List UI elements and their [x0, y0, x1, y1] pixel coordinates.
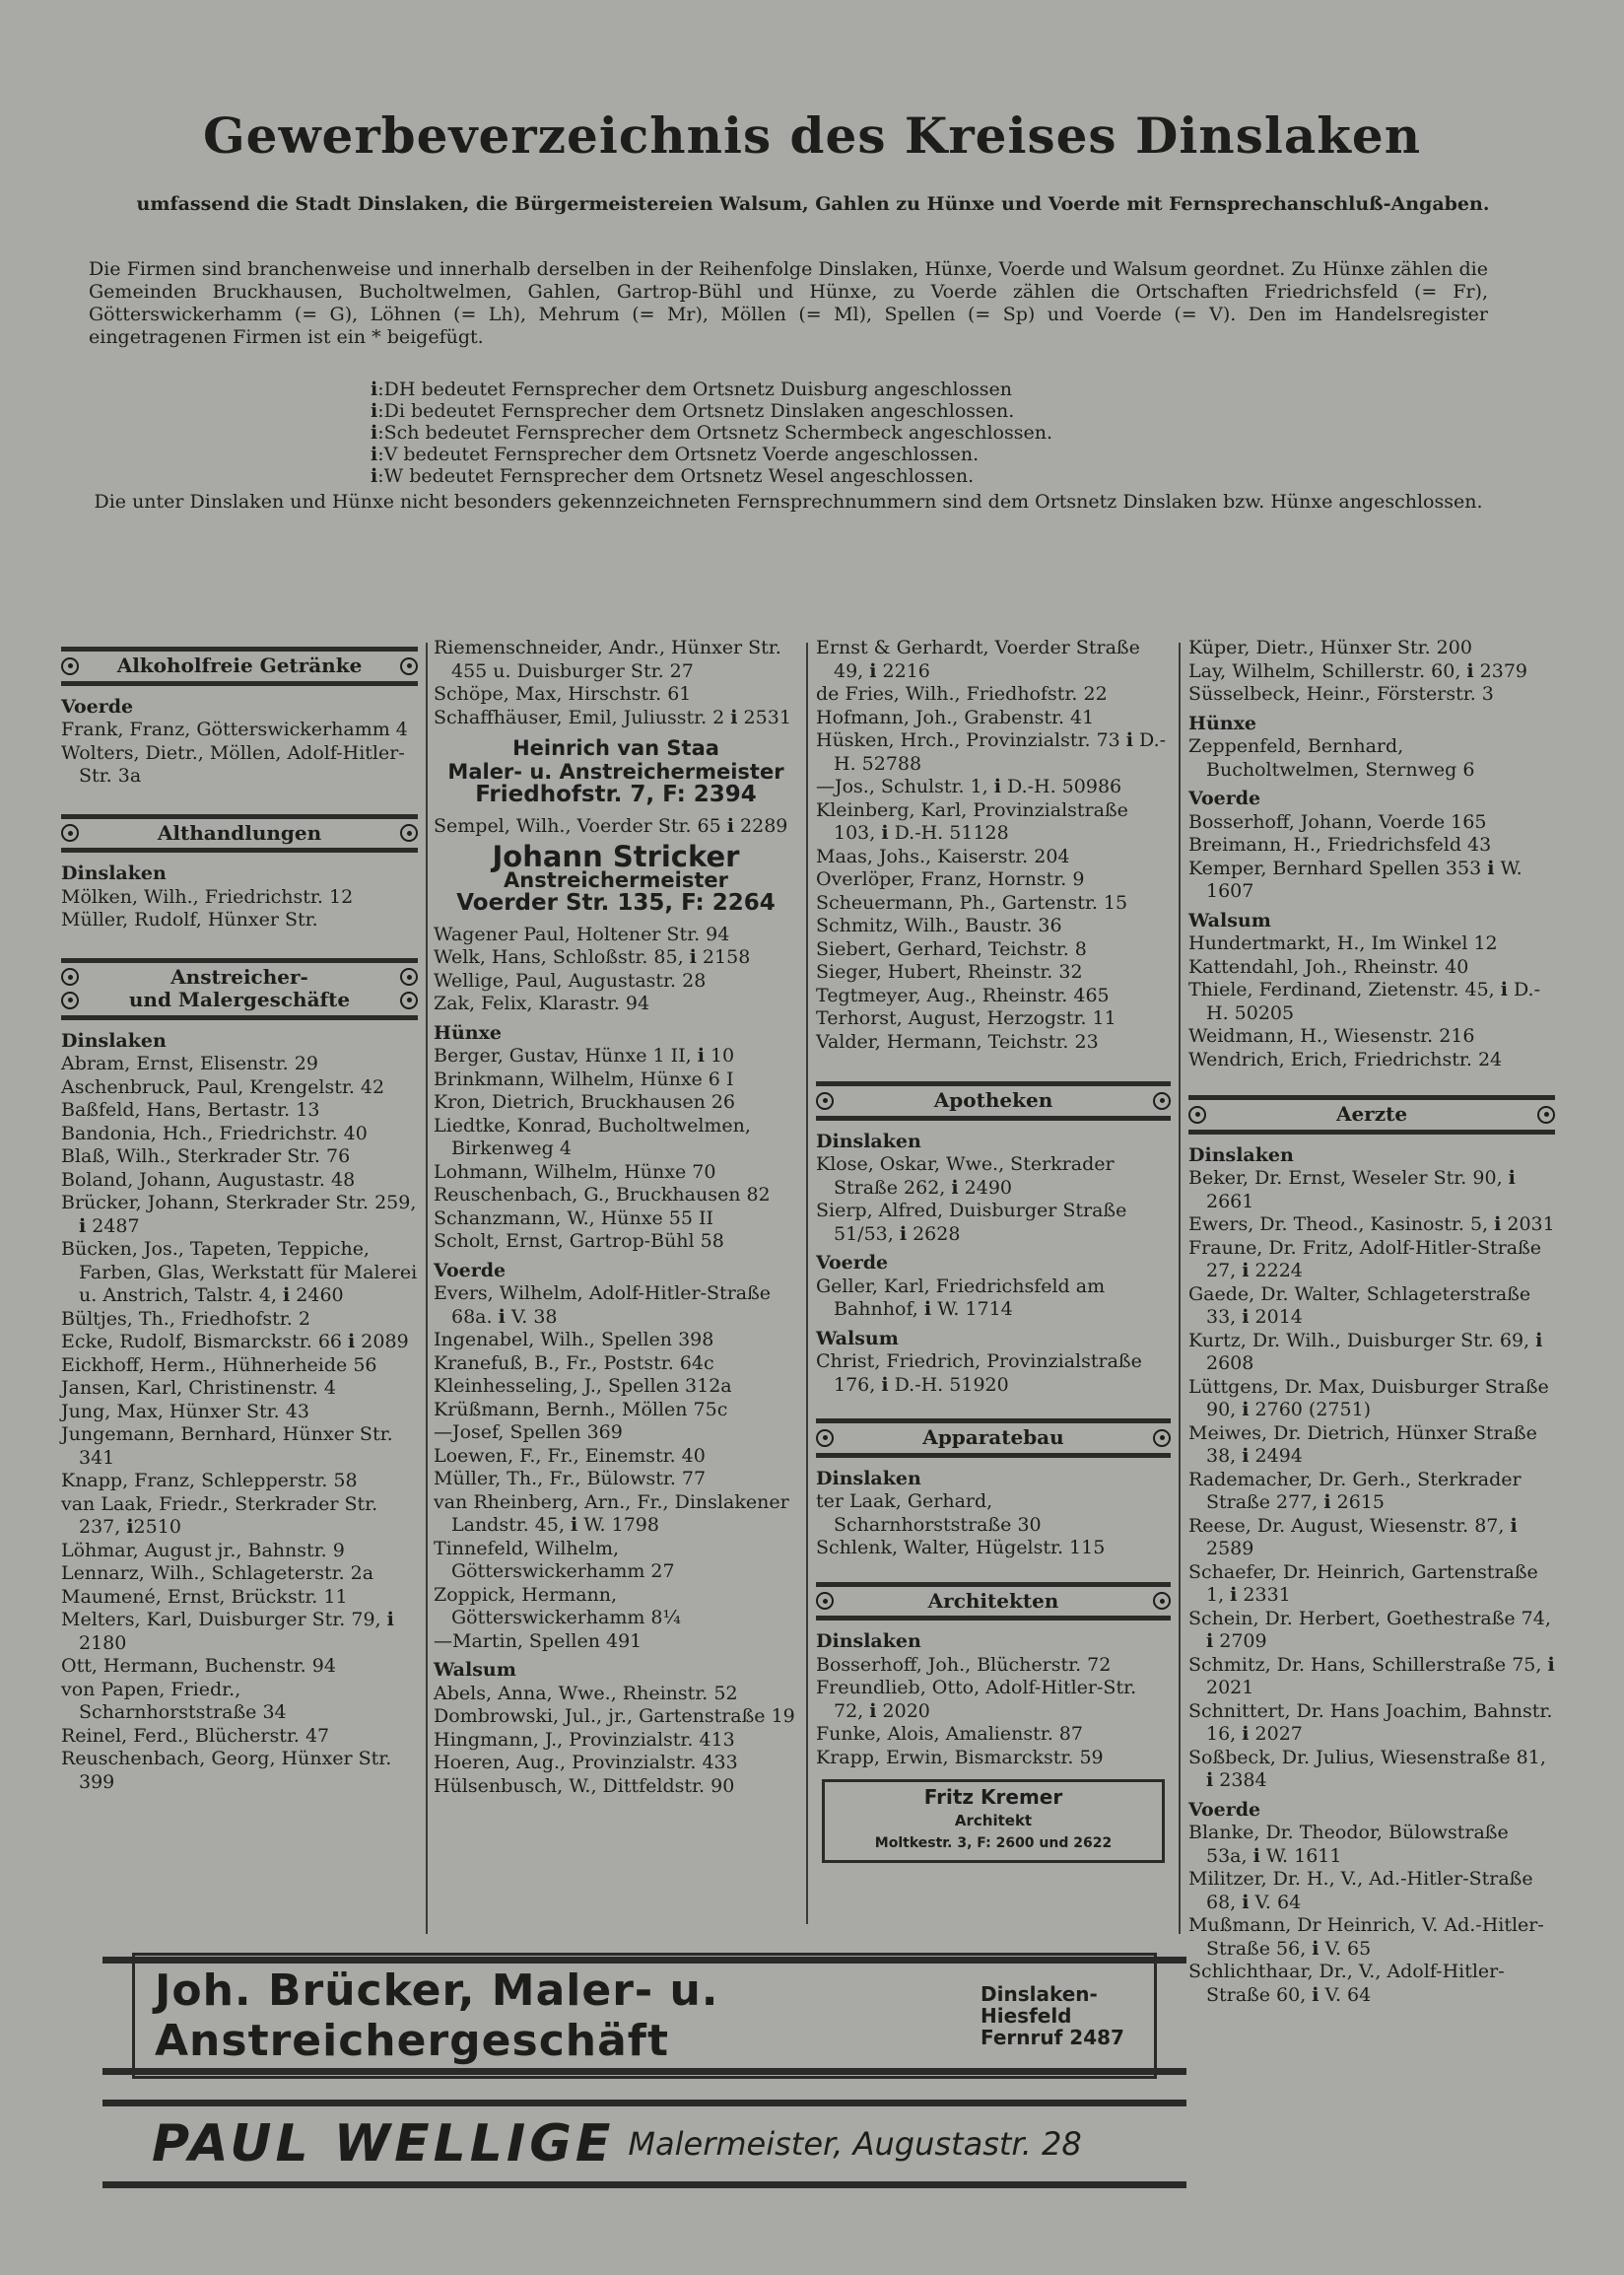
list-item: Scholt, Ernst, Gartrop-Bühl 58 [434, 1230, 724, 1252]
list-item: Breimann, H., Friedrichsfeld 43 [1188, 834, 1492, 856]
list-item: Zoppick, Hermann, Götterswickerhamm 8¼ [434, 1583, 681, 1628]
column-4 [1188, 637, 1555, 2007]
column-1 [61, 637, 418, 1794]
list-item: Freundlieb, Otto, Adolf-Hitler-Str. 72, ℹ 2020 [816, 1677, 1137, 1722]
list-item: Wellige, Paul, Augustastr. 28 [434, 969, 707, 992]
list-item: Frank, Franz, Götterswickerhamm 4 [61, 719, 408, 740]
list-item: Baßfeld, Hans, Bertastr. 13 [61, 1099, 320, 1121]
banner-name: PAUL WELLIGE [152, 2114, 615, 2173]
entry-list [434, 924, 798, 1016]
list-item: Wendrich, Erich, Friedrichstr. 24 [1188, 1048, 1503, 1070]
list-item: Schein, Dr. Herbert, Goethestraße 74, ℹ 2709 [1188, 1607, 1551, 1652]
intro-paragraph: Die Firmen sind branchenweise und innerhalb derselben in der Reihenfolge Dinslaken, Hünxe, Voerde und Walsum geordnet. Zu Hünxe zählen die Gemeinden Bruckhausen, Bucholtwelmen, Gahlen, Gartrop-Bühl und Hünxe, zu Voerde zählen die Ortschaften Friedrichsfeld (= Fr), Götterswickerhamm (= G), Löhnen (= Lh), Mehrum (= Mr), Möllen (= Ml), Spellen (= Sp) und Voerde (= V). Den im Handelsregister eingetragenen Firmen ist ein * beigefügt. [89, 258, 1488, 348]
list-item: Siebert, Gerhard, Teichstr. 8 [816, 937, 1087, 960]
list-item: Valder, Hermann, Teichstr. 23 [816, 1030, 1099, 1053]
outro-paragraph: Die unter Dinslaken und Hünxe nicht besonders gekennzeichneten Fernsprechnummern sind dem Ortsnetz Dinslaken bzw. Hünxe angeschlossen. [94, 491, 1483, 513]
location-heading: Dinslaken [816, 1630, 921, 1652]
circle-ornament-icon [1153, 1092, 1171, 1110]
list-item: —Jos., Schulstr. 1, ℹ D.-H. 50986 [816, 776, 1122, 797]
list-item: Ewers, Dr. Theod., Kasinostr. 5, ℹ 2031 [1188, 1213, 1555, 1235]
list-item: Blaß, Wilh., Sterkrader Str. 76 [61, 1145, 351, 1167]
entry-list [1188, 1167, 1555, 1793]
entry-list [1188, 1822, 1555, 2007]
entry-list [1188, 637, 1555, 707]
list-item: Liedtke, Konrad, Bucholtwelmen, Birkenweg 4 [434, 1114, 751, 1159]
entry-list [816, 1153, 1171, 1246]
list-item: Blanke, Dr. Theodor, Bülowstraße 53a, ℹ W. 1611 [1188, 1822, 1509, 1867]
list-item: van Rheinberg, Arn., Fr., Dinslakener Landstr. 45, ℹ W. 1798 [434, 1490, 789, 1536]
circle-ornament-icon [816, 1429, 834, 1447]
list-item: Berger, Gustav, Hünxe 1 II, ℹ 10 [434, 1045, 735, 1067]
list-item: Gaede, Dr. Walter, Schlageterstraße 33, ℹ 2014 [1188, 1282, 1531, 1328]
entry-list [434, 637, 798, 729]
list-item: Melters, Karl, Duisburger Str. 79, ℹ 2180 [61, 1609, 394, 1654]
location-heading: Walsum [434, 1659, 516, 1681]
category-header: Anstreicher- und Malergeschäfte [61, 958, 418, 1020]
entry-list [816, 1654, 1171, 1770]
list-item: Wagener Paul, Holtener Str. 94 [434, 923, 730, 945]
list-item: Hülsenbusch, W., Dittfeldstr. 90 [434, 1774, 735, 1797]
list-item: Kemper, Bernhard Spellen 353 ℹ W. 1607 [1188, 857, 1522, 902]
circle-ornament-icon [1153, 1592, 1171, 1610]
list-item: Zeppenfeld, Bernhard, Bucholtwelmen, Sternweg 6 [1188, 735, 1475, 781]
list-item: Terhorst, August, Herzogstr. 11 [816, 1007, 1116, 1029]
list-item: Bandonia, Hch., Friedrichstr. 40 [61, 1122, 368, 1144]
list-item: Evers, Wilhelm, Adolf-Hitler-Straße 68a. ℹ V. 38 [434, 1282, 772, 1328]
entry-list [1188, 811, 1555, 904]
entry-list [1188, 735, 1555, 782]
list-item: Reuschenbach, Georg, Hünxer Str. 399 [61, 1748, 392, 1793]
entry-list [816, 1350, 1171, 1397]
list-item: Lay, Wilhelm, Schillerstr. 60, ℹ 2379 [1188, 659, 1528, 682]
list-item: Schaefer, Dr. Heinrich, Gartenstraße 1, ℹ 2331 [1188, 1560, 1538, 1606]
entry-list [434, 1045, 798, 1254]
location-heading: Voerde [816, 1252, 889, 1274]
list-item: Krapp, Erwin, Bismarckstr. 59 [816, 1746, 1104, 1768]
entry-list [816, 1275, 1171, 1322]
entry-list [434, 815, 798, 839]
list-item: Hingmann, J., Provinzialstr. 413 [434, 1728, 735, 1751]
ad-banner-wellige [102, 2100, 1186, 2188]
list-item: Knapp, Franz, Schlepperstr. 58 [61, 1470, 358, 1491]
location-heading: Dinslaken [61, 1029, 167, 1052]
list-item: Loewen, F., Fr., Einemstr. 40 [434, 1444, 706, 1467]
list-item: Küper, Dietr., Hünxer Str. 200 [1188, 637, 1472, 658]
list-item: Bültjes, Th., Friedhofstr. 2 [61, 1307, 310, 1330]
list-item: Reuschenbach, G., Bruckhausen 82 [434, 1184, 771, 1206]
list-item: —Josef, Spellen 369 [434, 1421, 623, 1443]
list-item: Mußmann, Dr Heinrich, V. Ad.-Hitler-Straße 56, ℹ V. 65 [1188, 1914, 1544, 1960]
location-heading: Hünxe [434, 1021, 502, 1044]
list-item: Christ, Friedrich, Provinzialstraße 176, ℹ D.-H. 51920 [816, 1350, 1142, 1396]
legend-line: ℹ:Di bedeutet Fernsprecher dem Ortsnetz Dinslaken angeschlossen. [371, 400, 1015, 422]
banner-name: Joh. Brücker, Maler- u. Anstreichergeschäft [155, 1965, 719, 2066]
entry-list [434, 1282, 798, 1653]
location-heading: Hünxe [1188, 712, 1256, 734]
ad-banner-bruecker [102, 1957, 1186, 2075]
list-item: Ott, Hermann, Buchenstr. 94 [61, 1655, 336, 1677]
legend-line: ℹ:DH bedeutet Fernsprecher dem Ortsnetz Duisburg angeschlossen [371, 379, 1013, 400]
list-item: ter Laak, Gerhard, Scharnhorststraße 30 [816, 1490, 1042, 1536]
location-heading: Dinslaken [61, 862, 167, 884]
entry-list [61, 719, 418, 789]
list-item: Zak, Felix, Klarastr. 94 [434, 993, 650, 1014]
legend-line: ℹ:Sch bedeutet Fernsprecher dem Ortsnetz Schermbeck angeschlossen. [371, 422, 1052, 444]
circle-ornament-icon [61, 824, 79, 842]
list-item: Jungemann, Bernhard, Hünxer Str. 341 [61, 1423, 393, 1469]
list-item: Abram, Ernst, Elisenstr. 29 [61, 1053, 318, 1074]
list-item: Overlöper, Franz, Hornstr. 9 [816, 868, 1085, 890]
phone-key-legend [371, 379, 1257, 487]
list-item: Lüttgens, Dr. Max, Duisburger Straße 90, ℹ 2760 (2751) [1188, 1375, 1549, 1420]
list-item: Müller, Th., Fr., Bülowstr. 77 [434, 1468, 707, 1489]
list-item: de Fries, Wilh., Friedhofstr. 22 [816, 683, 1108, 705]
location-heading: Voerde [1188, 1798, 1261, 1821]
list-item: Müller, Rudolf, Hünxer Str. [61, 909, 318, 931]
location-heading: Voerde [434, 1259, 507, 1281]
category-header: Apparatebau [816, 1418, 1171, 1458]
entry-list [61, 886, 418, 932]
circle-ornament-icon [400, 968, 418, 986]
ad-stricker: Johann Stricker Anstreichermeister Voerder Str. 135, F: 2264 [456, 840, 776, 916]
list-item: Sierp, Alfred, Duisburger Straße 51/53, ℹ 2628 [816, 1200, 1127, 1245]
list-item: Eickhoff, Herm., Hühnerheide 56 [61, 1353, 377, 1376]
list-item: Ecke, Rudolf, Bismarckstr. 66 ℹ 2089 [61, 1331, 409, 1352]
list-item: Tegtmeyer, Aug., Rheinstr. 465 [816, 984, 1110, 1006]
list-item: Wolters, Dietr., Möllen, Adolf-Hitler-Str. 3a [61, 741, 405, 787]
category-header: Architekten [816, 1582, 1171, 1621]
category-header: Apotheken [816, 1081, 1171, 1121]
location-heading: Walsum [816, 1327, 899, 1349]
circle-ornament-icon [816, 1092, 834, 1110]
list-item: Maas, Johs., Kaiserstr. 204 [816, 845, 1070, 867]
list-item: Aschenbruck, Paul, Krengelstr. 42 [61, 1075, 385, 1098]
list-item: Funke, Alois, Amalienstr. 87 [816, 1723, 1083, 1745]
list-item: Maumené, Ernst, Brückstr. 11 [61, 1585, 348, 1608]
list-item: Mölken, Wilh., Friedrichstr. 12 [61, 885, 354, 908]
location-heading: Walsum [1188, 909, 1271, 931]
list-item: Fraune, Dr. Fritz, Adolf-Hitler-Straße 27, ℹ 2224 [1188, 1236, 1542, 1281]
list-item: Sempel, Wilh., Voerder Str. 65 ℹ 2289 [434, 814, 788, 837]
list-item: Scheuermann, Ph., Gartenstr. 15 [816, 891, 1128, 914]
list-item: Meiwes, Dr. Dietrich, Hünxer Straße 38, ℹ 2494 [1188, 1421, 1537, 1467]
list-item: Schanzmann, W., Hünxe 55 II [434, 1206, 713, 1229]
list-item: Schöpe, Max, Hirschstr. 61 [434, 683, 692, 705]
list-item: Schmitz, Wilh., Baustr. 36 [816, 915, 1062, 936]
category-header: Aerzte [1188, 1095, 1555, 1135]
entry-list [1188, 932, 1555, 1071]
category-header: Althandlungen [61, 814, 418, 854]
circle-ornament-icon [1537, 1106, 1555, 1124]
location-heading: Voerde [1188, 788, 1261, 809]
list-item: Kurtz, Dr. Wilh., Duisburger Str. 69, ℹ 2608 [1188, 1329, 1543, 1374]
circle-ornament-icon [816, 1592, 834, 1610]
list-item: Süsselbeck, Heinr., Försterstr. 3 [1188, 683, 1494, 705]
list-item: Bosserhoff, Joh., Blücherstr. 72 [816, 1653, 1112, 1676]
location-heading: Voerde [61, 695, 134, 718]
list-item: Schaffhäuser, Emil, Juliusstr. 2 ℹ 2531 [434, 706, 791, 728]
legend-line: ℹ:V bedeutet Fernsprecher dem Ortsnetz Voerde angeschlossen. [371, 444, 980, 465]
list-item: Riemenschneider, Andr., Hünxer Str. 455 u. Duisburger Str. 27 [434, 637, 781, 682]
column-divider [1179, 643, 1181, 1934]
list-item: Löhmar, August jr., Bahnstr. 9 [61, 1539, 345, 1561]
banner-phone: Fernruf 2487 [981, 2026, 1124, 2049]
banner-subtitle: Malermeister, Augustastr. 28 [628, 2125, 1082, 2163]
list-item: Reinel, Ferd., Blücherstr. 47 [61, 1724, 330, 1747]
list-item: Ernst & Gerhardt, Voerder Straße 49, ℹ 2216 [816, 637, 1140, 682]
list-item: Jansen, Karl, Christinenstr. 4 [61, 1377, 336, 1399]
list-item: Bosserhoff, Johann, Voerde 165 [1188, 810, 1487, 833]
list-item: Schmitz, Dr. Hans, Schillerstraße 75, ℹ 2021 [1188, 1653, 1555, 1698]
list-item: Reese, Dr. August, Wiesenstr. 87, ℹ 2589 [1188, 1514, 1518, 1559]
list-item: Soßbeck, Dr. Julius, Wiesenstraße 81, ℹ 2384 [1188, 1746, 1546, 1791]
location-heading: Dinslaken [816, 1130, 921, 1152]
entry-list [816, 1490, 1171, 1560]
list-item: Jung, Max, Hünxer Str. 43 [61, 1400, 309, 1422]
circle-ornament-icon [61, 992, 79, 1009]
list-item: Weidmann, H., Wiesenstr. 216 [1188, 1025, 1475, 1047]
list-item: Dombrowski, Jul., jr., Gartenstraße 19 [434, 1705, 795, 1727]
page-subtitle: umfassend die Stadt Dinslaken, die Bürgermeistereien Walsum, Gahlen zu Hünxe und Voerde mit Fernsprechanschluß-Angaben. [136, 193, 1490, 215]
list-item: Brücker, Johann, Sterkrader Str. 259, ℹ 2487 [61, 1192, 417, 1237]
circle-ornament-icon [400, 824, 418, 842]
list-item: Schlenk, Walter, Hügelstr. 115 [816, 1537, 1106, 1558]
column-divider [426, 643, 428, 1934]
list-item: Brinkmann, Wilhelm, Hünxe 6 I [434, 1068, 734, 1090]
list-item: Krüßmann, Bernh., Möllen 75c [434, 1398, 728, 1420]
location-heading: Dinslaken [1188, 1143, 1294, 1166]
entry-list [434, 1683, 798, 1799]
list-item: Ingenabel, Wilh., Spellen 398 [434, 1329, 714, 1350]
ad-kremer: Fritz Kremer Architekt Moltkestr. 3, F: 2600 und 2622 [822, 1779, 1165, 1863]
ad-van-staa: Heinrich van Staa Maler- u. Anstreichermeister Friedhofstr. 7, F: 2394 [447, 736, 784, 807]
circle-ornament-icon [1188, 1106, 1206, 1124]
list-item: Hoeren, Aug., Provinzialstr. 433 [434, 1752, 738, 1773]
list-item: Hundertmarkt, H., Im Winkel 12 [1188, 932, 1498, 954]
entry-list [61, 1053, 418, 1794]
list-item: Kleinhesseling, J., Spellen 312a [434, 1375, 732, 1397]
circle-ornament-icon [400, 657, 418, 675]
list-item: Boland, Johann, Augustastr. 48 [61, 1168, 356, 1191]
list-item: Klose, Oskar, Wwe., Sterkrader Straße 262, ℹ 2490 [816, 1153, 1115, 1199]
list-item: Kron, Dietrich, Bruckhausen 26 [434, 1091, 736, 1113]
circle-ornament-icon [61, 657, 79, 675]
column-divider [806, 643, 808, 1924]
circle-ornament-icon [61, 968, 79, 986]
list-item: Abels, Anna, Wwe., Rheinstr. 52 [434, 1682, 738, 1704]
list-item: Lohmann, Wilhelm, Hünxe 70 [434, 1160, 716, 1183]
banner-place: Dinslaken-Hiesfeld [981, 1982, 1098, 2028]
list-item: Hüsken, Hrch., Provinzialstr. 73 ℹ D.-H. 52788 [816, 729, 1167, 775]
column-3 [816, 637, 1171, 1863]
list-item: Beker, Dr. Ernst, Weseler Str. 90, ℹ 2661 [1188, 1167, 1516, 1212]
location-heading: Dinslaken [816, 1467, 921, 1489]
list-item: Militzer, Dr. H., V., Ad.-Hitler-Straße 68, ℹ V. 64 [1188, 1868, 1533, 1913]
list-item: Kattendahl, Joh., Rheinstr. 40 [1188, 955, 1469, 978]
list-item: Kranefuß, B., Fr., Poststr. 64c [434, 1351, 714, 1374]
list-item: Bücken, Jos., Tapeten, Teppiche, Farben, Glas, Werkstatt für Malerei u. Anstrich, Talstr. 4, ℹ 2460 [61, 1238, 418, 1306]
entry-list [816, 637, 1171, 1054]
legend-line: ℹ:W bedeutet Fernsprecher dem Ortsnetz Wesel angeschlossen. [371, 465, 975, 487]
list-item: Kleinberg, Karl, Provinzialstraße 103, ℹ D.-H. 51128 [816, 798, 1128, 844]
list-item: Tinnefeld, Wilhelm, Götterswickerhamm 27 [434, 1537, 675, 1582]
list-item: Lennarz, Wilh., Schlageterstr. 2a [61, 1562, 374, 1584]
circle-ornament-icon [400, 992, 418, 1009]
list-item: Rademacher, Dr. Gerh., Sterkrader Straße 277, ℹ 2615 [1188, 1468, 1522, 1513]
list-item: Schlichthaar, Dr., V., Adolf-Hitler-Straße 60, ℹ V. 64 [1188, 1961, 1505, 2006]
list-item: Sieger, Hubert, Rheinstr. 32 [816, 961, 1083, 983]
list-item: Geller, Karl, Friedrichsfeld am Bahnhof, ℹ W. 1714 [816, 1275, 1106, 1320]
list-item: Thiele, Ferdinand, Zietenstr. 45, ℹ D.-H. 50205 [1188, 979, 1541, 1024]
category-header: Alkoholfreie Getränke [61, 647, 418, 686]
list-item: van Laak, Friedr., Sterkrader Str. 237, ℹ2510 [61, 1492, 378, 1538]
list-item: Schnittert, Dr. Hans Joachim, Bahnstr. 16, ℹ 2027 [1188, 1699, 1553, 1745]
list-item: von Papen, Friedr., Scharnhorststraße 34 [61, 1678, 287, 1723]
page-title: Gewerbeverzeichnis des Kreises Dinslaken [202, 106, 1422, 165]
column-2 [434, 637, 798, 1798]
circle-ornament-icon [1153, 1429, 1171, 1447]
list-item: Welk, Hans, Schloßstr. 85, ℹ 2158 [434, 946, 751, 968]
list-item: Hofmann, Joh., Grabenstr. 41 [816, 706, 1095, 728]
list-item: —Martin, Spellen 491 [434, 1629, 643, 1652]
